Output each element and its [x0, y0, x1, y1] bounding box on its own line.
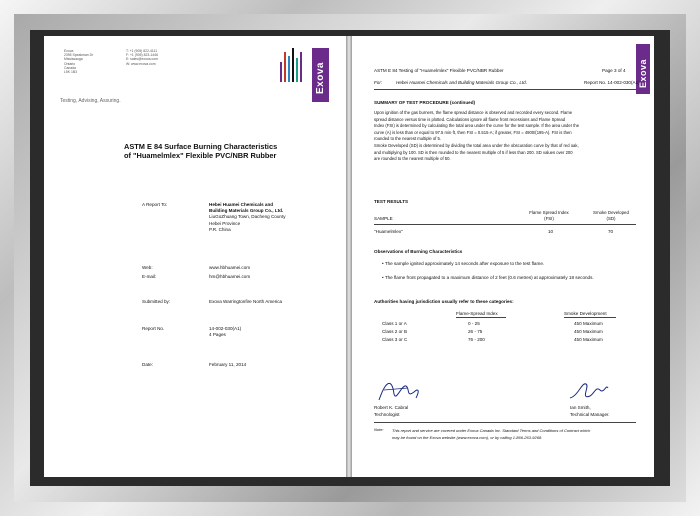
address-line: L5K 1B3 — [64, 70, 78, 75]
address-line: Canada — [64, 65, 76, 70]
field-label-report-no: Report No. — [142, 326, 165, 331]
report-number: Report No. 14-002-030(A1) — [584, 80, 640, 85]
signatory-left-name: Robert K. Cabral — [374, 405, 409, 410]
signature-right — [564, 376, 610, 404]
contact-line: W: www.exova.com — [126, 61, 156, 66]
certificate-cover-page — [44, 36, 346, 477]
signatory-right-title: Technical Manager. — [570, 412, 610, 417]
class-row-name: Class 1 or A — [382, 321, 407, 326]
results-sample-name: "Huamelmlex" — [374, 229, 403, 234]
page-number: Page 3 of 4 — [602, 68, 626, 73]
note-label: Note: — [374, 427, 384, 432]
note-text: This report and service are covered under Exova Canada Inc. Standard Terms and Conditions of Contract which may be found on the Exova website (www.exova.com), or by calling 1-866-263-9268. — [392, 428, 591, 440]
brand-name: Exova — [315, 62, 326, 94]
signatory-left-title: Technologist — [374, 412, 400, 417]
brand-name: Exova — [638, 58, 648, 88]
field-label-report-to: A Report To: — [142, 202, 168, 207]
class-row-smoke: 450 Maximum — [574, 329, 603, 334]
results-fsi-value: 10 — [548, 229, 554, 234]
report-title-line-2: of "Huamelmlex" Flexible PVC/NBR Rubber — [124, 151, 277, 160]
observation-item: • The sample ignited approximately 14 seconds after exposure to the test flame. — [382, 261, 545, 266]
class-row-fsi: 76 - 200 — [468, 337, 485, 342]
results-header-sample: SAMPLE — [374, 216, 393, 221]
field-label-submitted-by: Submitted by: — [142, 299, 171, 304]
class-header-smoke: Smoke Development — [564, 311, 607, 316]
contact-line: E: sales@exova.com — [126, 57, 158, 62]
class-row-fsi: 0 - 25 — [468, 321, 480, 326]
section-title-authorities: Authorities having jurisdiction usually refer to these categories: — [374, 299, 514, 304]
tagline: Testing, Advising, Assuring. — [60, 98, 121, 104]
section-title-procedure: SUMMARY OF TEST PROCEDURE (continued) — [374, 100, 476, 105]
results-header-sd: Smoke Developed (SD) — [593, 210, 629, 221]
report-title-line-1: ASTM E 84 Surface Burning Characteristics — [124, 142, 278, 151]
contact-block — [126, 49, 158, 66]
signatory-right-name: Ian Smith, — [570, 405, 591, 410]
section-title-results: TEST RESULTS — [374, 199, 409, 204]
results-sd-value: 70 — [608, 229, 614, 234]
address-line: Mississauga — [64, 57, 83, 62]
observation-item: • The flame front propagated to a maximum distance of 2 feet (0.6 metres) at approximately 18 seconds. — [382, 275, 594, 280]
class-row-smoke: 450 Maximum — [574, 337, 603, 342]
address-line: Exova — [64, 49, 74, 53]
for-value: Hebei Huamei Chemicals and Building Materials Group Co., Ltd. — [396, 80, 527, 85]
brand-bar — [312, 48, 329, 102]
signature-left — [376, 376, 422, 404]
header-title: ASTM E 84 Testing of "Huamelmlex" Flexible PVC/NBR Rubber — [374, 68, 504, 73]
address-line: 2395 Speakman Dr — [64, 53, 94, 58]
procedure-text: Upon ignition of the gas burners, the flame spread distance is observed and recorded every second. Flame spread distance versus time is plotted. Calculations ignore all flame front recessions and Flame Spread Index (FSI) is determined by calculating the total area under the curve for the test sample. If the area under the curve (A) is less than or equal to 97.5 min·ft, then FSI = 0.515·A; if greater, FSI = 4900/(195-A). FSI is then rounded to the nearest multiple of 5. Smoke Developed (SD) is determined by dividing the total area under the obscuration curve by that of red oak, and multiplying by 100. SD is then rounded to the nearest multiple of 5 if less than 200. SD values over 200 are rounded to the nearest multiple of 50. — [374, 110, 580, 162]
brand-stripes-logo — [280, 48, 306, 82]
address-block — [64, 49, 93, 74]
class-row-fsi: 26 - 75 — [468, 329, 483, 334]
field-label-web: Web: — [142, 265, 153, 270]
field-value-report-no: 14-002-030(A1) 4 Pages — [209, 326, 242, 338]
results-header-fsi: Flame Spread Index (FSI) — [529, 210, 569, 221]
footer-rule — [374, 422, 636, 423]
class-row-smoke: 450 Maximum — [574, 321, 603, 326]
field-value-report-to: Hebei Huamei Chemicals and Building Materials Group Co., Ltd. LiuGoZhuang Town, Dacheng County Hebei Province P.R. China — [209, 202, 286, 232]
results-rule — [374, 224, 636, 225]
field-value-submitted-by: Exova Warringtonfire North America — [209, 299, 283, 304]
class-header-fsi: Flame-Spread Index — [456, 311, 498, 316]
results-page — [352, 36, 654, 477]
field-value-email: hm@hbhuamei.com — [209, 274, 251, 279]
class-row-name: Class 2 or B — [382, 329, 408, 334]
field-label-email: E-mail: — [142, 274, 157, 279]
class-header-underline — [456, 317, 506, 318]
class-row-name: Class 3 or C — [382, 337, 408, 342]
class-header-underline — [564, 317, 616, 318]
section-title-observations: Observations of Burning Characteristics — [374, 249, 463, 254]
brand-bar — [636, 44, 650, 94]
header-rule — [374, 89, 636, 90]
contact-line: T: +1 (905) 822-4111 — [126, 49, 158, 53]
field-value-date: February 11, 2014 — [209, 362, 247, 367]
field-value-web: www.hbhuamei.com — [209, 265, 251, 270]
field-label-date: Date: — [142, 362, 153, 367]
for-label: For: — [374, 80, 383, 85]
address-line: Ontario — [64, 61, 76, 66]
contact-line: F: +1 (905) 823-1446 — [126, 53, 158, 58]
